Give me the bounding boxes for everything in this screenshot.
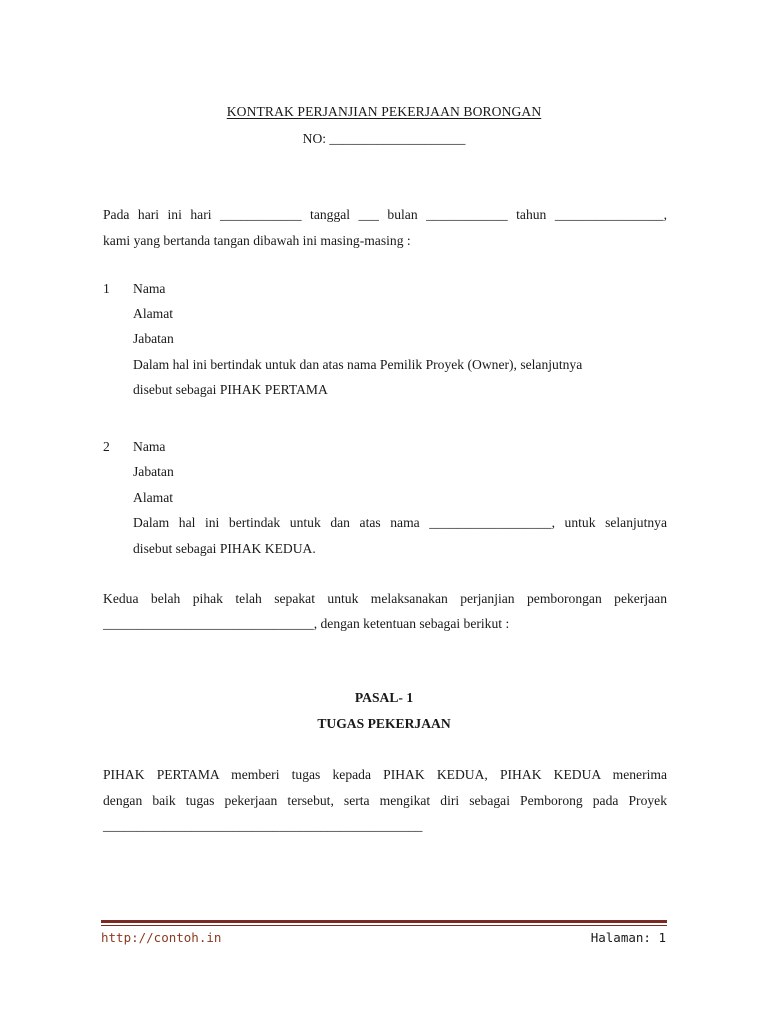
contract-number: NO: ____________________ <box>302 131 466 146</box>
footer-rule-thin <box>101 925 667 926</box>
agreement-line-1: Kedua belah pihak telah sepakat untuk melaksanakan perjanjian pemborongan pekerjaan <box>103 591 667 606</box>
party2-name-label: Nama <box>133 439 166 454</box>
pasal-1-line-3: _______________________________________________ <box>103 818 423 833</box>
party1-name-label: Nama <box>133 281 166 296</box>
pasal-1-subheading: TUGAS PEKERJAAN <box>317 716 451 731</box>
pasal-1-line-2: dengan baik tugas pekerjaan tersebut, serta mengikat diri sebagai Pemborong pada Proyek <box>103 793 667 808</box>
party2-position-label: Jabatan <box>133 464 174 479</box>
party2-description-2: disebut sebagai PIHAK KEDUA. <box>133 541 316 556</box>
party1-description-1: Dalam hal ini bertindak untuk dan atas nama Pemilik Proyek (Owner), selanjutnya <box>133 357 583 372</box>
party2-address-label: Alamat <box>133 490 174 505</box>
party1-address-label: Alamat <box>133 306 174 321</box>
document-title: KONTRAK PERJANJIAN PEKERJAAN BORONGAN <box>226 104 542 119</box>
footer-url-link[interactable]: http://contoh.in <box>101 930 222 945</box>
party1-position-label: Jabatan <box>133 331 174 346</box>
footer-rule-thick <box>101 920 667 923</box>
footer-page-number: Halaman: 1 <box>590 930 666 945</box>
pasal-1-heading: PASAL- 1 <box>354 690 414 705</box>
party1-number: 1 <box>103 281 110 296</box>
party2-description-1: Dalam hal ini bertindak untuk dan atas nama __________________, untuk selanjutnya <box>133 515 667 530</box>
pasal-1-line-1: PIHAK PERTAMA memberi tugas kepada PIHAK KEDUA, PIHAK KEDUA menerima <box>103 767 667 782</box>
opening-line-2: kami yang bertanda tangan dibawah ini masing-masing : <box>103 233 411 248</box>
party2-number: 2 <box>103 439 110 454</box>
party1-description-2: disebut sebagai PIHAK PERTAMA <box>133 382 328 397</box>
agreement-line-2: _______________________________, dengan ketentuan sebagai berikut : <box>103 616 510 631</box>
opening-line-1: Pada hari ini hari ____________ tanggal ___ bulan ____________ tahun ________________, <box>103 207 667 222</box>
